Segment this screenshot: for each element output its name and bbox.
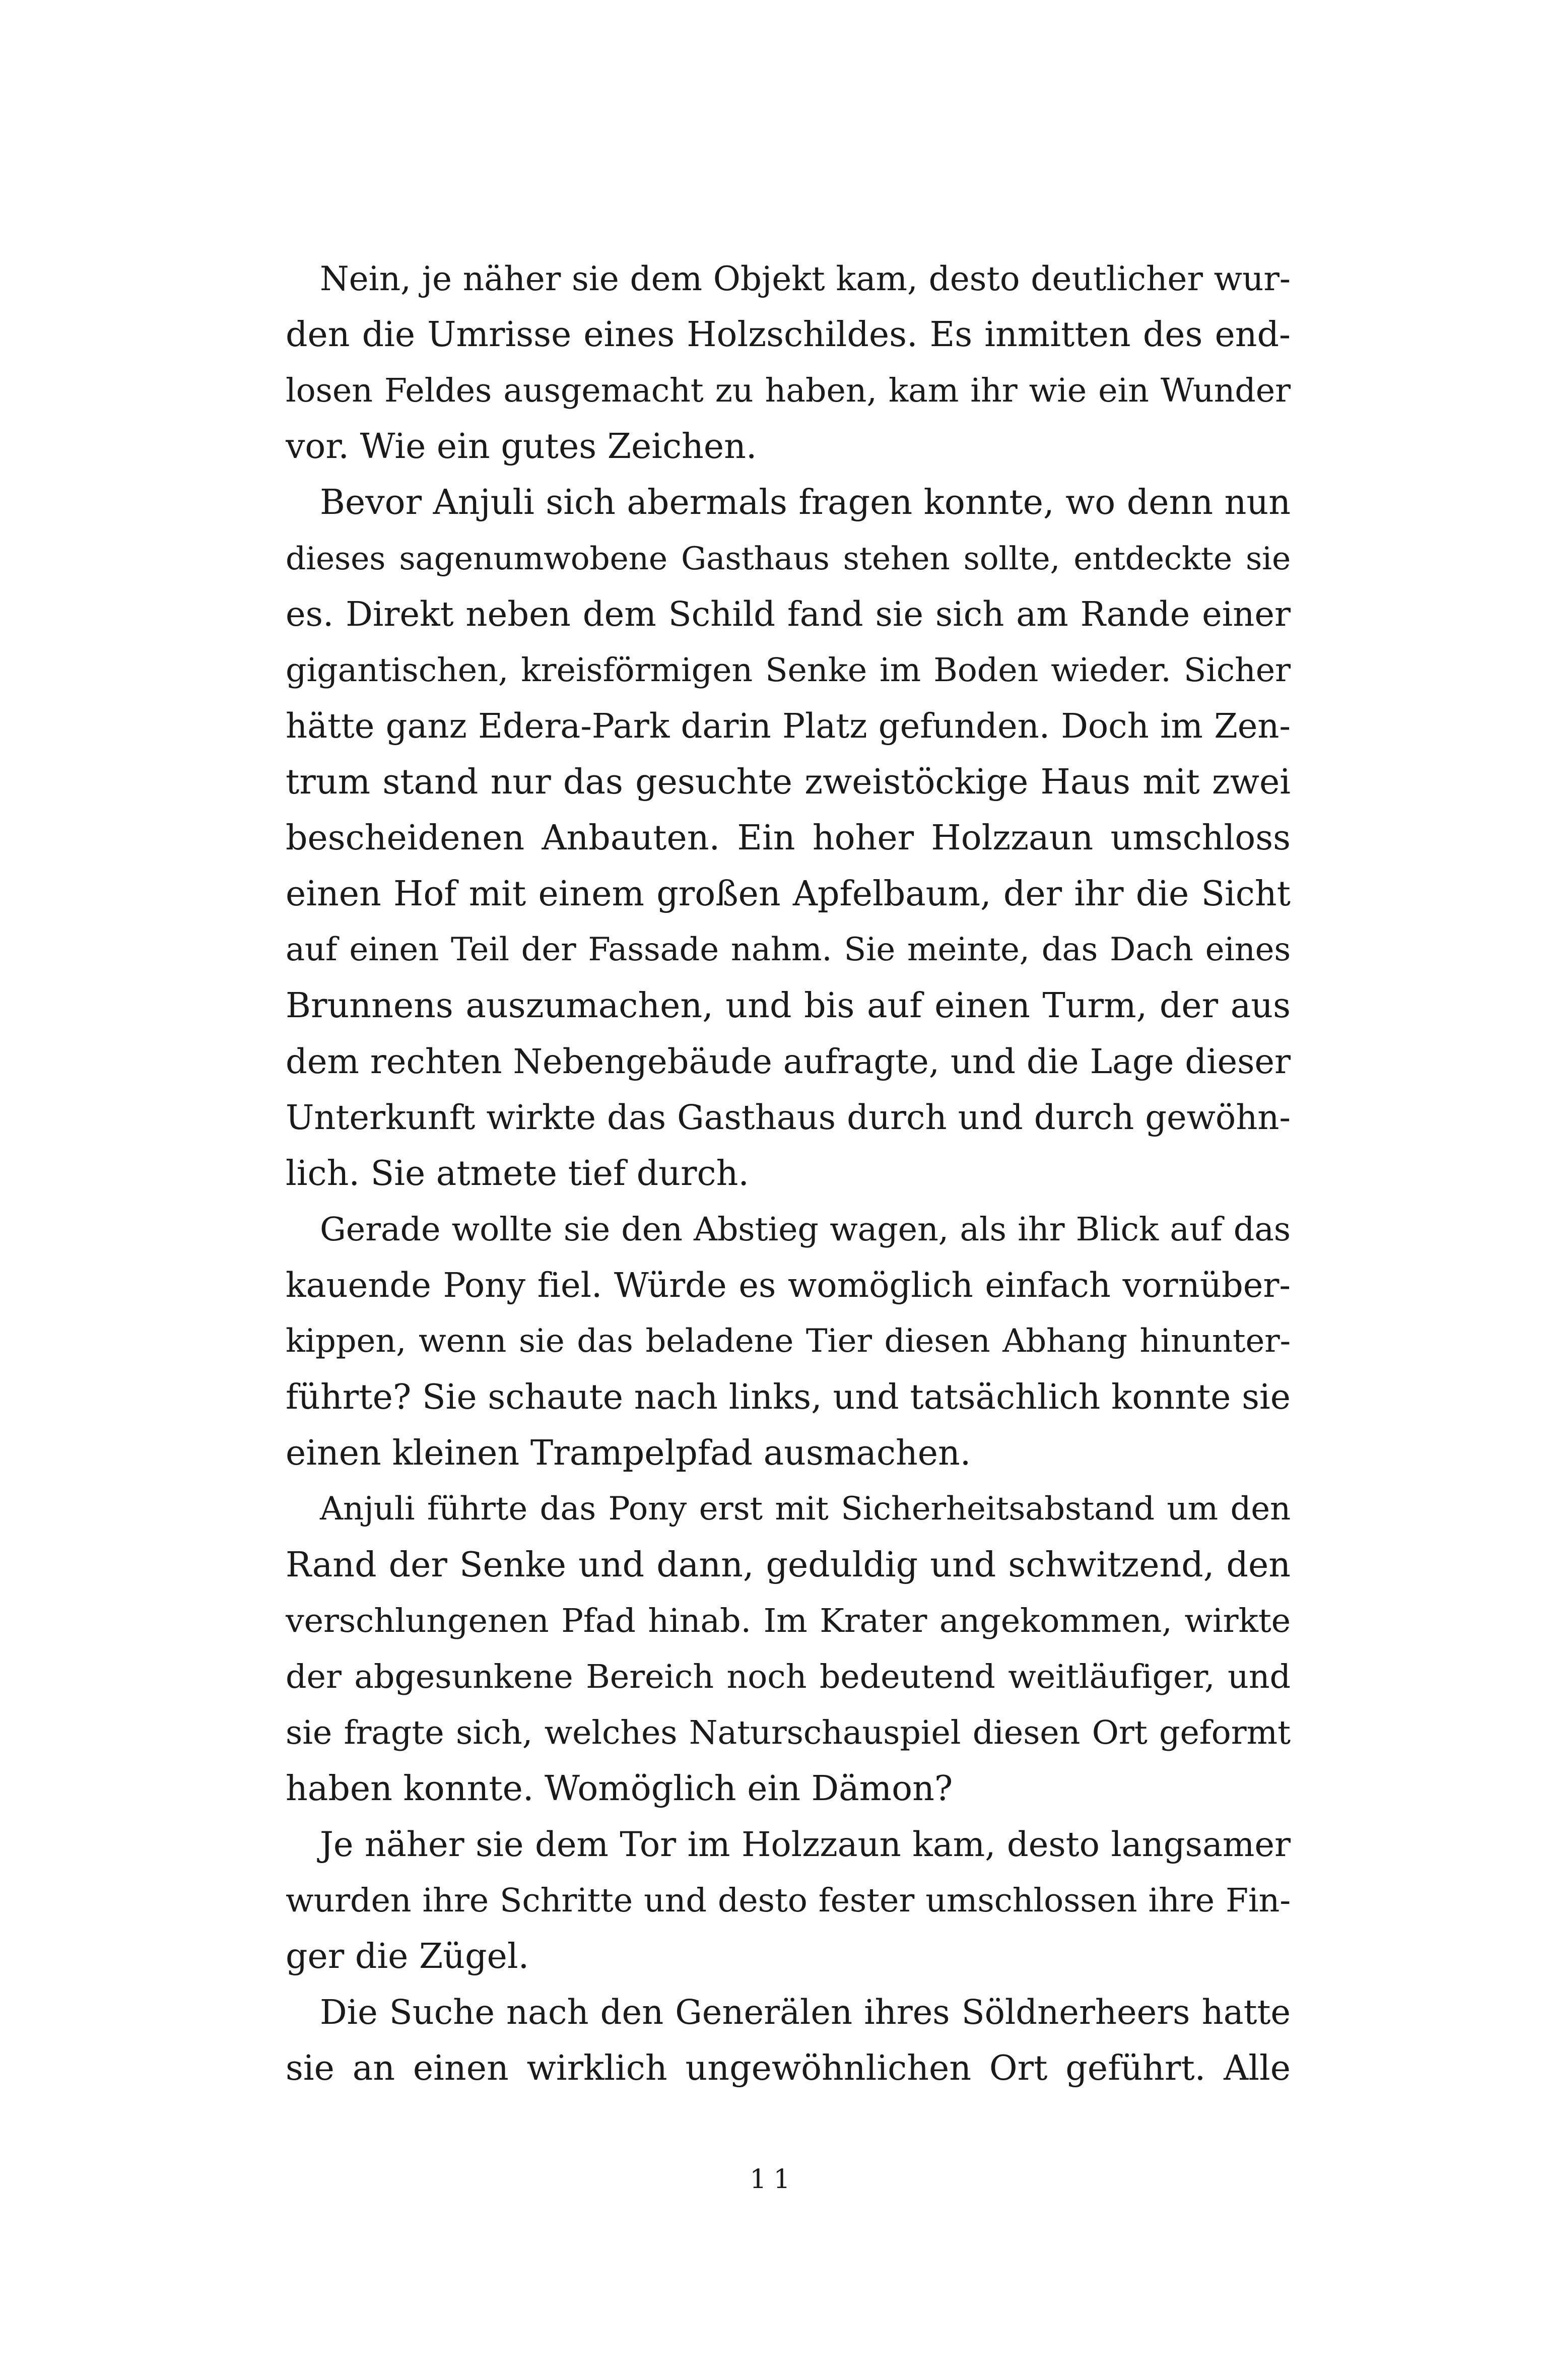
text-line: sie fragte sich, welches Naturschauspiel diesen Ort geformt — [286, 1714, 1291, 1752]
text-line: auf einen Teil der Fassade nahm. Sie meinte, das Dach eines — [286, 931, 1291, 968]
text-line: bescheidenen Anbauten. Ein hoher Holzzaun umschloss — [286, 818, 1291, 858]
paragraph — [286, 1481, 1291, 1817]
text-line: Rand der Senke und dann, geduldig und schwitzend, den — [286, 1545, 1291, 1585]
paragraph — [286, 251, 1291, 475]
text-line: der abgesunkene Bereich noch bedeutend weitläufiger, und — [286, 1658, 1291, 1696]
text-line: ger die Zügel. — [286, 1937, 529, 1976]
text-line: einen kleinen Trampelpfad ausmachen. — [286, 1433, 971, 1473]
text-line: den die Umrisse eines Holzschildes. Es inmitten des end- — [286, 315, 1291, 355]
text-line: Die Suche nach den Generälen ihres Söldnerheers hatte — [320, 1993, 1291, 2032]
page-number: 11 — [750, 2164, 797, 2195]
text-line: Unterkunft wirkte das Gasthaus durch und durch gewöhn- — [286, 1098, 1291, 1137]
text-line: dem rechten Nebengebäude aufragte, und die Lage dieser — [286, 1042, 1291, 1081]
text-line: Je näher sie dem Tor im Holzzaun kam, desto langsamer — [320, 1825, 1291, 1864]
text-line: kippen, wenn sie das beladene Tier diesen Abhang hinunter- — [286, 1323, 1291, 1360]
text-line: losen Feldes ausgemacht zu haben, kam ihr wie ein Wunder — [286, 372, 1291, 410]
text-line: trum stand nur das gesuchte zweistöckige Haus mit zwei — [286, 762, 1291, 802]
text-line: gigantischen, kreisförmigen Senke im Boden wieder. Sicher — [286, 651, 1291, 689]
text-line: kauende Pony fiel. Würde es womöglich einfach vornüber- — [286, 1266, 1291, 1305]
paragraph — [286, 1817, 1291, 1985]
text-line: wurden ihre Schritte und desto fester umschlossen ihre Fin- — [286, 1882, 1291, 1920]
text-line: einen Hof mit einem großen Apfelbaum, der ihr die Sicht — [286, 874, 1291, 914]
text-line: vor. Wie ein gutes Zeichen. — [286, 427, 757, 467]
paragraph — [286, 475, 1291, 1202]
text-line: hätte ganz Edera-Park darin Platz gefunden. Doch im Zen- — [286, 706, 1291, 746]
text-line: Gerade wollte sie den Abstieg wagen, als ihr Blick auf das — [320, 1211, 1291, 1248]
paragraph — [286, 1202, 1291, 1481]
text-line: Brunnens auszumachen, und bis auf einen Turm, der aus — [286, 986, 1291, 1026]
body-text — [286, 251, 1291, 2096]
text-line: Anjuli führte das Pony erst mit Sicherheitsabstand um den — [320, 1490, 1291, 1528]
text-line: haben konnte. Womöglich ein Dämon? — [286, 1769, 953, 1809]
text-line: führte? Sie schaute nach links, und tatsächlich konnte sie — [286, 1377, 1291, 1417]
text-line: verschlungenen Pfad hinab. Im Krater angekommen, wirkte — [286, 1602, 1291, 1640]
text-line: Bevor Anjuli sich abermals fragen konnte, wo denn nun — [320, 483, 1291, 522]
paragraph — [286, 1985, 1291, 2096]
text-line: lich. Sie atmete tief durch. — [286, 1154, 749, 1194]
text-line: es. Direkt neben dem Schild fand sie sich am Rande einer — [286, 594, 1291, 634]
text-line: dieses sagenumwobene Gasthaus stehen sollte, entdeckte sie — [286, 540, 1291, 577]
text-line: Nein, je näher sie dem Objekt kam, desto deutlicher wur- — [320, 259, 1291, 298]
text-line: sie an einen wirklich ungewöhnlichen Ort geführt. Alle — [286, 2048, 1291, 2088]
